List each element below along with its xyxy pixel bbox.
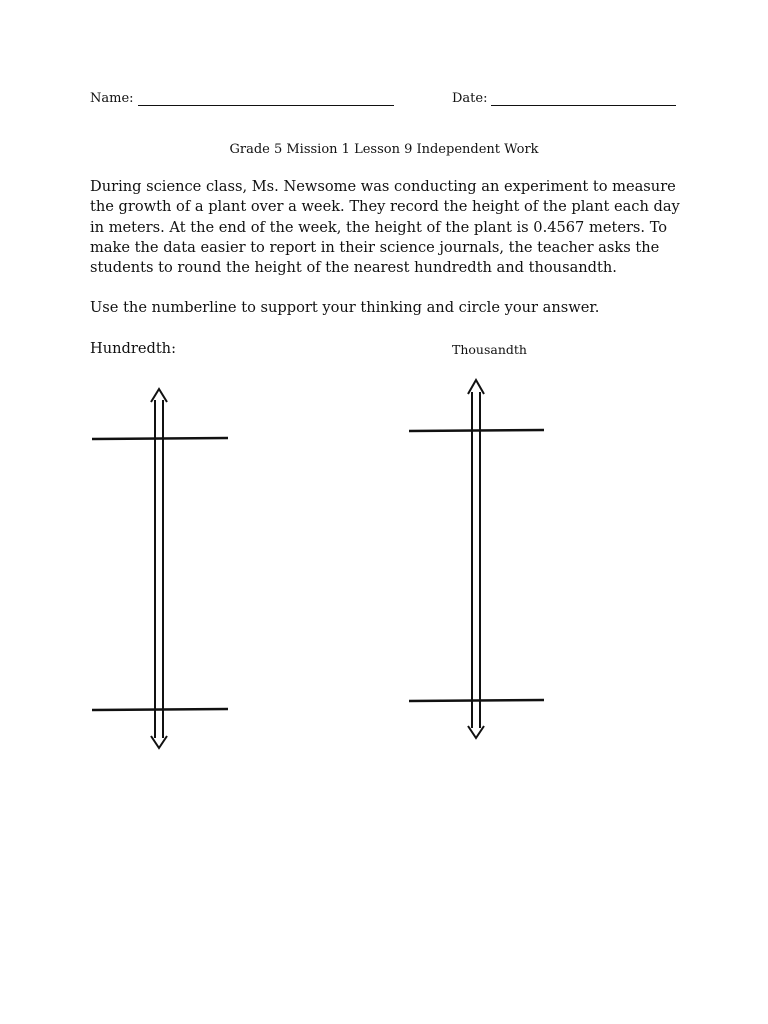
hundredth-label: Hundredth: — [90, 340, 177, 357]
date-label: Date: — [452, 91, 488, 106]
thousandth-arrow-up-icon — [468, 380, 484, 394]
problem-text: During science class, Ms. Newsome was conducting an experiment to measure the growth of a plant over a week. They record the height of the plant each day in meters. At the end of the week, the height of the plant is 0.4567 meters. To make the data easier to report in their science journals, the teacher asks the students to round the height of the nearest hundredth and thousandth. — [90, 178, 680, 277]
hundredth-lower-tick[interactable] — [92, 709, 228, 710]
thousandth-number-line — [409, 380, 544, 738]
thousandth-arrow-down-icon — [468, 726, 484, 738]
hundredth-arrow-up-icon — [151, 389, 167, 402]
hundredth-upper-tick[interactable] — [92, 438, 228, 439]
hundredth-number-line — [92, 389, 228, 748]
worksheet-title: Grade 5 Mission 1 Lesson 9 Independent Work — [229, 142, 539, 157]
name-label: Name: — [90, 91, 134, 106]
thousandth-label: Thousandth — [452, 342, 527, 357]
hundredth-arrow-down-icon — [151, 736, 167, 748]
thousandth-lower-tick[interactable] — [409, 700, 544, 701]
instructions-text: Use the numberline to support your thinking and circle your answer. — [90, 299, 600, 316]
thousandth-upper-tick[interactable] — [409, 430, 544, 431]
